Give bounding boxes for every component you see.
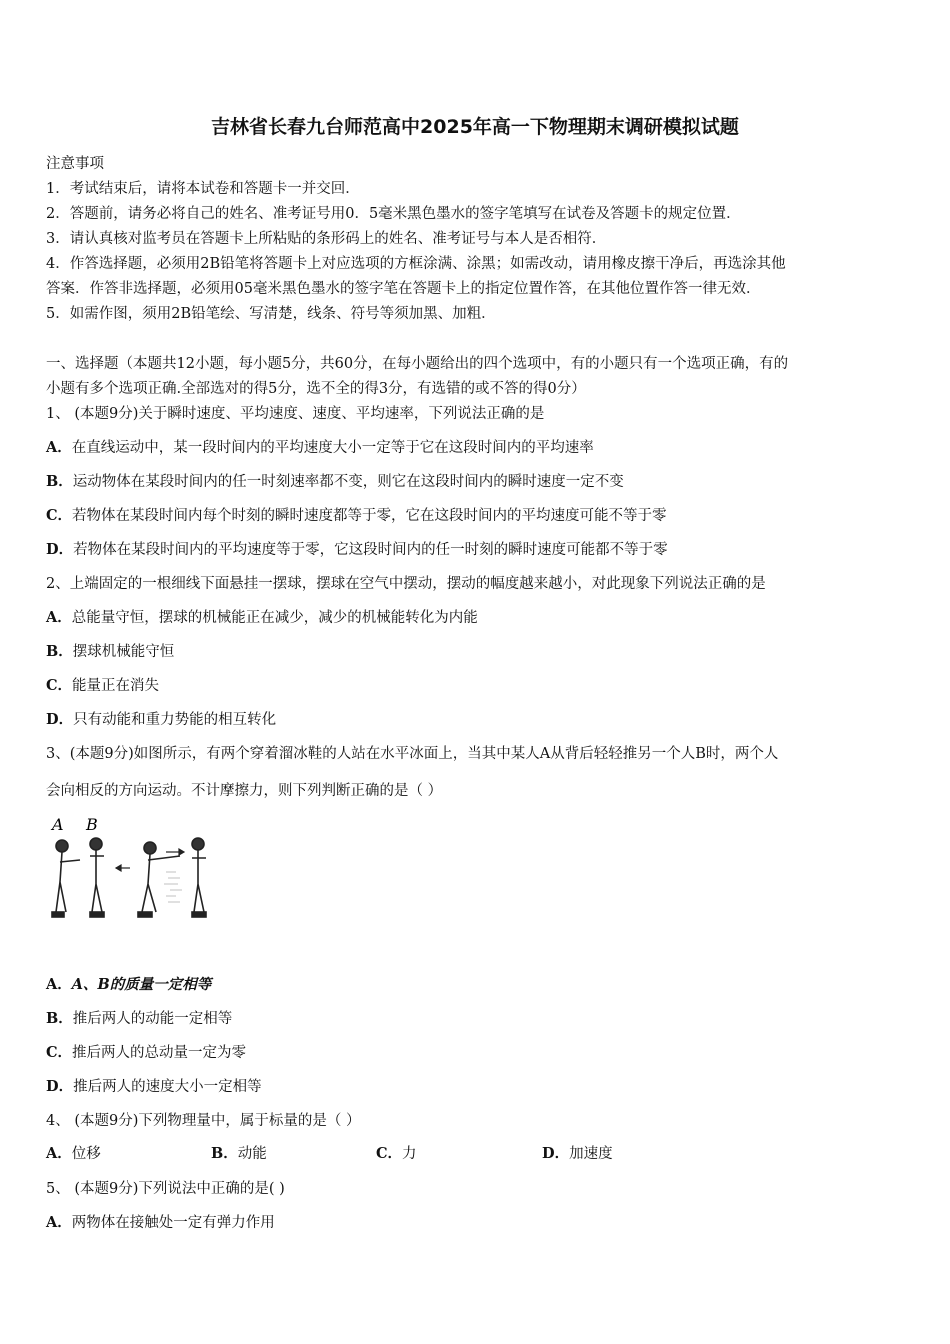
- q4-option-d-text: 加速度: [569, 1146, 613, 1162]
- q2-option-b-text: 摆球机械能守恒: [72, 644, 175, 660]
- section-line-2: 小题有多个选项正确.全部选对的得5分，选不全的得3分，有选错的或不答的得0分）: [46, 381, 586, 397]
- q4-stem: 4、 (本题9分)下列物理量中，属于标量的是（ ）: [46, 1113, 361, 1129]
- q2-option-a-label: A．: [46, 609, 72, 626]
- arrow-right-icon: [166, 849, 184, 855]
- ice-hatching: [164, 872, 182, 902]
- skater-b-before: [90, 838, 104, 917]
- q1-option-b-text: 运动物体在某段时间内的任一时刻速率都不变，则它在这段时间内的瞬时速度一定不变: [72, 474, 624, 490]
- figure-label-b: B: [86, 815, 98, 834]
- q4-option-b-label: B．: [211, 1145, 238, 1162]
- q3-option-a: [46, 973, 211, 994]
- q4-option-a: [46, 1142, 101, 1163]
- figure-label-a: A: [52, 815, 64, 834]
- skaters-figure: [46, 812, 216, 932]
- q1-option-a: [46, 436, 594, 457]
- q2-option-c-text: 能量正在消失: [72, 678, 160, 694]
- q3-stem-line-2: 会向相反的方向运动。不计摩擦力，则下列判断正确的是（ ）: [46, 783, 443, 799]
- q1-option-c-text: 若物体在某段时间内每个时刻的瞬时速度都等于零，它在这段时间内的平均速度可能不等于零: [72, 508, 667, 524]
- q5-option-a-text: 两物体在接触处一定有弹力作用: [71, 1215, 275, 1231]
- q2-option-d-label: D．: [46, 711, 74, 728]
- notice-item-4-cont: 答案．作答非选择题，必须用05毫米黑色墨水的签字笔在答题卡上的指定位置作答，在其他位置作答一律无效．: [46, 281, 761, 297]
- q3-stem-line-1: 3、(本题9分)如图所示，有两个穿着溜冰鞋的人站在水平冰面上，当其中某人A从背后轻轻推另一个人B时，两个人: [46, 746, 779, 762]
- q1-option-d-text: 若物体在某段时间内的平均速度等于零，它这段时间内的任一时刻的瞬时速度可能都不等于零: [73, 542, 668, 558]
- q1-option-c-label: C．: [46, 507, 73, 524]
- q2-option-c: [46, 674, 159, 695]
- q5-option-a-label: A．: [46, 1214, 72, 1231]
- q3-option-d-label: D．: [46, 1078, 74, 1095]
- q3-option-d: [46, 1075, 262, 1096]
- q4-option-a-label: A．: [46, 1145, 72, 1162]
- arrow-left-icon: [116, 865, 130, 871]
- q1-option-d: [46, 538, 668, 559]
- q4-option-d-label: D．: [542, 1145, 570, 1162]
- notice-item-3: 3．请认真核对监考员在答题卡上所粘贴的条形码上的姓名、准考证号与本人是否相符．: [46, 231, 607, 247]
- q1-option-a-label: A．: [46, 439, 72, 456]
- notice-item-1: 1．考试结束后，请将本试卷和答题卡一并交回．: [46, 181, 360, 197]
- q4-option-a-text: 位移: [71, 1146, 101, 1162]
- q1-option-d-label: D．: [46, 541, 74, 558]
- section-line-1: 一、选择题（本题共12小题，每小题5分，共60分，在每小题给出的四个选项中，有的小题只有一个选项正确，有的: [46, 356, 789, 372]
- notice-item-5: 5．如需作图，须用2B铅笔绘、写清楚，线条、符号等须加黑、加粗．: [46, 306, 496, 322]
- skater-a-after: [138, 842, 180, 917]
- q2-option-d-text: 只有动能和重力势能的相互转化: [73, 712, 277, 728]
- skater-a-before: [52, 840, 80, 917]
- q3-option-b-label: B．: [46, 1010, 73, 1027]
- q5-stem: 5、 (本题9分)下列说法中正确的是( ): [46, 1181, 285, 1197]
- q2-option-b-label: B．: [46, 643, 73, 660]
- q3-option-b: [46, 1007, 232, 1028]
- q1-option-c: [46, 504, 667, 525]
- q3-option-a-text: A、B的质量一定相等: [71, 976, 212, 993]
- q3-option-c: [46, 1041, 246, 1062]
- q4-option-c-label: C．: [376, 1145, 403, 1162]
- q3-option-b-text: 推后两人的动能一定相等: [72, 1011, 233, 1027]
- q2-option-b: [46, 640, 174, 661]
- q2-option-d: [46, 708, 276, 729]
- q2-option-a: [46, 606, 478, 627]
- q2-option-c-label: C．: [46, 677, 73, 694]
- q4-option-b-text: 动能: [237, 1146, 267, 1162]
- skater-b-after: [192, 838, 206, 917]
- q4-option-c-text: 力: [402, 1146, 417, 1162]
- q4-option-b: [211, 1142, 267, 1163]
- q1-option-b-label: B．: [46, 473, 73, 490]
- q2-option-a-text: 总能量守恒，摆球的机械能正在减少，减少的机械能转化为内能: [71, 610, 478, 626]
- q3-option-c-label: C．: [46, 1044, 73, 1061]
- notice-item-2: 2．答题前，请务必将自己的姓名、准考证号用0．5毫米黑色墨水的签字笔填写在试卷及答题卡的规定位置．: [46, 206, 741, 222]
- q4-option-c: [376, 1142, 417, 1163]
- q1-stem: 1、 (本题9分)关于瞬时速度、平均速度、速度、平均速率，下列说法正确的是: [46, 406, 545, 422]
- q3-option-d-text: 推后两人的速度大小一定相等: [73, 1079, 262, 1095]
- q5-option-a: [46, 1211, 275, 1232]
- q4-option-d: [542, 1142, 613, 1163]
- q3-option-c-text: 推后两人的总动量一定为零: [72, 1045, 247, 1061]
- page-title: 吉林省长春九台师范高中2025年高一下物理期末调研模拟试题: [211, 116, 739, 138]
- q1-option-b: [46, 470, 624, 491]
- q3-option-a-label: A．: [46, 976, 72, 993]
- q2-stem: 2、上端固定的一根细线下面悬挂一摆球，摆球在空气中摆动，摆动的幅度越来越小，对此现象下列说法正确的是: [46, 576, 766, 592]
- notice-item-4: 4．作答选择题，必须用2B铅笔将答题卡上对应选项的方框涂满、涂黑；如需改动，请用橡皮擦干净后，再选涂其他: [46, 256, 786, 272]
- q1-option-a-text: 在直线运动中，某一段时间内的平均速度大小一定等于它在这段时间内的平均速率: [71, 440, 594, 456]
- notice-heading: 注意事项: [46, 156, 104, 172]
